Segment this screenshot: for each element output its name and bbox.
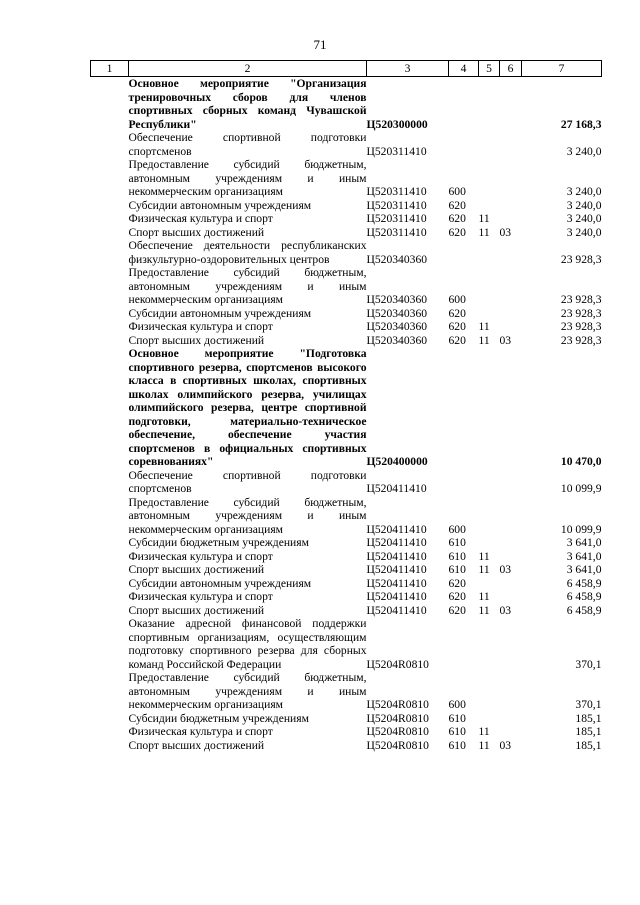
column-header: 3 bbox=[367, 61, 449, 77]
table-row bbox=[91, 131, 602, 158]
table-row bbox=[91, 199, 602, 213]
amount: 3 641,0 bbox=[566, 549, 602, 563]
subsection-code bbox=[500, 158, 522, 199]
row-name: Спорт высших достижений bbox=[128, 738, 265, 752]
table-row bbox=[91, 671, 602, 712]
target-article-code: Ц5204R0810 bbox=[366, 698, 429, 711]
row-name: Обеспечение деятельности республиканских физкультурно-оздоровительных центров bbox=[128, 239, 367, 266]
target-article-code: Ц520411410 bbox=[366, 576, 427, 590]
target-article-code: Ц520311410 bbox=[366, 144, 427, 158]
row-name: Предоставление субсидий бюджетным, автономным учреждениям и иным некоммерческим организациям bbox=[128, 266, 367, 306]
amount: 23 928,3 bbox=[560, 306, 602, 320]
table-row bbox=[91, 334, 602, 348]
target-article-code: Ц520300000 bbox=[366, 117, 428, 131]
section-code: 11 bbox=[478, 725, 490, 738]
expense-type-code: 620 bbox=[448, 320, 466, 333]
target-article-code: Ц520340360 bbox=[366, 252, 428, 266]
blank-cell bbox=[91, 131, 129, 158]
expense-type-code: 610 bbox=[448, 536, 466, 549]
blank-cell bbox=[91, 577, 129, 591]
blank-cell bbox=[91, 739, 129, 753]
amount: 185,1 bbox=[575, 738, 602, 752]
amount: 185,1 bbox=[575, 725, 602, 738]
table-row bbox=[91, 239, 602, 266]
blank-cell bbox=[91, 266, 129, 307]
row-name: Обеспечение спортивной подготовки спортсменов bbox=[128, 131, 367, 158]
amount: 3 240,0 bbox=[566, 144, 602, 158]
column-header: 6 bbox=[500, 61, 522, 77]
subsection-code bbox=[500, 469, 522, 496]
amount: 3 641,0 bbox=[566, 563, 602, 576]
section-code bbox=[479, 617, 500, 671]
subsection-code bbox=[500, 577, 522, 591]
row-name: Субсидии автономным учреждениям bbox=[128, 198, 312, 212]
subsection-code: 03 bbox=[499, 738, 512, 752]
expense-type-code: 600 bbox=[448, 698, 466, 711]
expense-type-code: 620 bbox=[448, 225, 466, 239]
amount: 185,1 bbox=[575, 711, 602, 725]
section-code bbox=[479, 712, 500, 726]
section-code bbox=[479, 671, 500, 712]
subsection-code: 03 bbox=[499, 603, 512, 617]
subsection-code bbox=[500, 212, 522, 226]
expense-type-code bbox=[449, 239, 479, 266]
table-row bbox=[91, 604, 602, 618]
subsection-code bbox=[500, 347, 522, 469]
subsection-code bbox=[500, 671, 522, 712]
blank-cell bbox=[91, 590, 129, 604]
expense-type-code: 600 bbox=[448, 185, 466, 198]
blank-cell bbox=[91, 212, 129, 226]
section-code bbox=[479, 199, 500, 213]
blank-cell bbox=[91, 320, 129, 334]
column-header: 5 bbox=[479, 61, 500, 77]
target-article-code: Ц520411410 bbox=[366, 482, 427, 495]
row-name: Субсидии бюджетным учреждениям bbox=[128, 711, 309, 725]
expense-type-code: 620 bbox=[448, 576, 466, 590]
target-article-code: Ц520411410 bbox=[366, 590, 427, 603]
subsection-code bbox=[500, 307, 522, 321]
table-row bbox=[91, 307, 602, 321]
blank-cell bbox=[91, 307, 129, 321]
blank-cell bbox=[91, 725, 129, 739]
blank-cell bbox=[91, 496, 129, 537]
row-name: Физическая культура и спорт bbox=[128, 725, 273, 738]
row-name: Обеспечение спортивной подготовки спортсменов bbox=[128, 468, 367, 495]
subsection-code bbox=[500, 77, 522, 132]
section-code bbox=[479, 131, 500, 158]
row-name: Предоставление субсидий бюджетным, автономным учреждениям и иным некоммерческим организациям bbox=[128, 158, 367, 198]
amount: 6 458,9 bbox=[566, 590, 602, 603]
table-row bbox=[91, 77, 602, 132]
row-name: Предоставление субсидий бюджетным, автономным учреждениям и иным некоммерческим организациям bbox=[128, 671, 367, 711]
amount: 23 928,3 bbox=[560, 333, 602, 347]
table-body bbox=[91, 77, 602, 753]
blank-cell bbox=[91, 77, 129, 132]
target-article-code: Ц520340360 bbox=[366, 293, 428, 306]
subsection-code bbox=[500, 590, 522, 604]
row-name: Спорт высших достижений bbox=[128, 563, 265, 576]
table-header-row bbox=[91, 61, 602, 77]
blank-cell bbox=[91, 712, 129, 726]
amount: 3 641,0 bbox=[566, 536, 602, 549]
expense-type-code: 620 bbox=[448, 198, 466, 212]
target-article-code: Ц520411410 bbox=[366, 563, 427, 576]
subsection-code bbox=[500, 199, 522, 213]
expense-type-code bbox=[449, 469, 479, 496]
amount: 27 168,3 bbox=[560, 117, 602, 131]
row-name: Физическая культура и спорт bbox=[128, 590, 273, 603]
amount: 3 240,0 bbox=[566, 225, 602, 239]
amount: 23 928,3 bbox=[560, 252, 602, 266]
column-header: 1 bbox=[91, 61, 129, 77]
section-code bbox=[479, 77, 500, 132]
section-code bbox=[479, 307, 500, 321]
row-name: Субсидии бюджетным учреждениям bbox=[128, 536, 309, 549]
subsection-code bbox=[500, 725, 522, 739]
expense-type-code bbox=[449, 617, 479, 671]
expense-type-code: 610 bbox=[448, 738, 466, 752]
row-name: Физическая культура и спорт bbox=[128, 549, 273, 563]
table-row bbox=[91, 212, 602, 226]
target-article-code: Ц5204R0810 bbox=[366, 738, 429, 752]
section-code bbox=[479, 496, 500, 537]
row-name: Субсидии автономным учреждениям bbox=[128, 306, 312, 320]
amount: 10 099,9 bbox=[560, 522, 602, 536]
expense-type-code: 610 bbox=[448, 725, 466, 738]
table-row bbox=[91, 469, 602, 496]
row-name: Физическая культура и спорт bbox=[128, 212, 273, 225]
column-header: 4 bbox=[449, 61, 479, 77]
section-code bbox=[479, 158, 500, 199]
target-article-code: Ц520311410 bbox=[366, 185, 427, 198]
expense-type-code: 620 bbox=[448, 333, 466, 347]
target-article-code: Ц520311410 bbox=[366, 198, 427, 212]
target-article-code: Ц520311410 bbox=[366, 225, 427, 239]
amount: 23 928,3 bbox=[560, 320, 602, 333]
expense-type-code bbox=[449, 347, 479, 469]
table-row bbox=[91, 536, 602, 550]
subsection-code bbox=[500, 550, 522, 564]
table-row bbox=[91, 266, 602, 307]
section-code: 11 bbox=[478, 590, 490, 603]
blank-cell bbox=[91, 604, 129, 618]
column-header: 2 bbox=[129, 61, 367, 77]
expense-type-code: 610 bbox=[448, 711, 466, 725]
table-row bbox=[91, 550, 602, 564]
table-row bbox=[91, 712, 602, 726]
section-code: 11 bbox=[478, 603, 490, 617]
row-name: Оказание адресной финансовой поддержки спортивным организациям, осуществляющим подготовку спортивного резерва для сборных команд Российской Федерации bbox=[128, 617, 367, 671]
amount: 370,1 bbox=[575, 698, 602, 711]
table-row bbox=[91, 725, 602, 739]
subsection-code bbox=[500, 320, 522, 334]
amount: 3 240,0 bbox=[566, 212, 602, 225]
table-row bbox=[91, 320, 602, 334]
amount: 10 470,0 bbox=[560, 455, 602, 468]
amount: 3 240,0 bbox=[566, 185, 602, 198]
subsection-code: 03 bbox=[499, 333, 512, 347]
expense-type-code: 620 bbox=[448, 212, 466, 225]
blank-cell bbox=[91, 347, 129, 469]
section-code: 11 bbox=[478, 212, 490, 225]
blank-cell bbox=[91, 334, 129, 348]
target-article-code: Ц5204R0810 bbox=[366, 711, 429, 725]
amount: 3 240,0 bbox=[566, 198, 602, 212]
section-code bbox=[479, 577, 500, 591]
expense-type-code: 620 bbox=[448, 603, 466, 617]
blank-cell bbox=[91, 239, 129, 266]
table-row bbox=[91, 617, 602, 671]
subsection-code bbox=[500, 266, 522, 307]
target-article-code: Ц5204R0810 bbox=[366, 657, 429, 671]
section-code bbox=[479, 239, 500, 266]
target-article-code: Ц520411410 bbox=[366, 536, 427, 549]
expense-type-code: 620 bbox=[448, 590, 466, 603]
page-number: 71 bbox=[313, 37, 327, 52]
budget-table bbox=[90, 60, 602, 752]
blank-cell bbox=[91, 199, 129, 213]
expense-type-code: 600 bbox=[448, 522, 466, 536]
column-header: 7 bbox=[522, 61, 602, 77]
subsection-code: 03 bbox=[499, 225, 512, 239]
target-article-code: Ц520411410 bbox=[366, 522, 427, 536]
section-code: 11 bbox=[478, 738, 490, 752]
target-article-code: Ц520340360 bbox=[366, 320, 428, 333]
target-article-code: Ц520411410 bbox=[366, 603, 427, 617]
target-article-code: Ц520411410 bbox=[366, 549, 427, 563]
section-code bbox=[479, 536, 500, 550]
blank-cell bbox=[91, 158, 129, 199]
row-name: Спорт высших достижений bbox=[128, 333, 265, 347]
section-code bbox=[479, 347, 500, 469]
amount: 23 928,3 bbox=[560, 293, 602, 306]
target-article-code: Ц5204R0810 bbox=[366, 725, 429, 738]
target-article-code: Ц520340360 bbox=[366, 333, 428, 347]
target-article-code: Ц520400000 bbox=[366, 455, 428, 468]
blank-cell bbox=[91, 617, 129, 671]
table-row bbox=[91, 577, 602, 591]
row-name: Субсидии автономным учреждениям bbox=[128, 576, 312, 590]
table-row bbox=[91, 739, 602, 753]
amount: 10 099,9 bbox=[560, 482, 602, 495]
blank-cell bbox=[91, 563, 129, 577]
subsection-code bbox=[500, 617, 522, 671]
section-code: 11 bbox=[478, 225, 490, 239]
section-code: 11 bbox=[478, 320, 490, 333]
subsection-code bbox=[500, 239, 522, 266]
table-row bbox=[91, 347, 602, 469]
expense-type-code: 600 bbox=[448, 293, 466, 306]
table-row bbox=[91, 496, 602, 537]
section-code bbox=[479, 469, 500, 496]
row-name: Предоставление субсидий бюджетным, автономным учреждениям и иным некоммерческим организациям bbox=[128, 495, 367, 536]
expense-type-code: 620 bbox=[448, 306, 466, 320]
blank-cell bbox=[91, 536, 129, 550]
row-name: Спорт высших достижений bbox=[128, 603, 265, 617]
section-code: 11 bbox=[478, 563, 490, 576]
expense-type-code: 610 bbox=[448, 549, 466, 563]
section-code: 11 bbox=[478, 549, 490, 563]
section-code bbox=[479, 266, 500, 307]
subsection-code bbox=[500, 496, 522, 537]
amount: 6 458,9 bbox=[566, 603, 602, 617]
row-name: Основное мероприятие "Подготовка спортивного резерва, спортсменов высокого класса в спортивных школах, спортивных школах олимпийского резерва, училищах олимпийского резерва, центре спортивной подготовки, материально-техническое обеспечение, обеспечение участия спортсменов в официальных спортивных соревнованиях" bbox=[128, 347, 367, 468]
subsection-code bbox=[500, 712, 522, 726]
blank-cell bbox=[91, 671, 129, 712]
row-name: Спорт высших достижений bbox=[128, 225, 265, 239]
table-row bbox=[91, 563, 602, 577]
subsection-code bbox=[500, 536, 522, 550]
table-row bbox=[91, 226, 602, 240]
subsection-code: 03 bbox=[499, 563, 512, 576]
blank-cell bbox=[91, 469, 129, 496]
blank-cell bbox=[91, 550, 129, 564]
expense-type-code bbox=[449, 77, 479, 132]
expense-type-code bbox=[449, 131, 479, 158]
row-name: Физическая культура и спорт bbox=[128, 320, 273, 333]
row-name: Основное мероприятие "Организация тренировочных сборов для членов спортивных сборных команд Чувашской Республики" bbox=[128, 77, 367, 131]
blank-cell bbox=[91, 226, 129, 240]
target-article-code: Ц520311410 bbox=[366, 212, 427, 225]
table-row bbox=[91, 158, 602, 199]
expense-type-code: 610 bbox=[448, 563, 466, 576]
amount: 370,1 bbox=[575, 657, 602, 671]
subsection-code bbox=[500, 131, 522, 158]
section-code: 11 bbox=[478, 333, 490, 347]
amount: 6 458,9 bbox=[566, 576, 602, 590]
target-article-code: Ц520340360 bbox=[366, 306, 428, 320]
table-row bbox=[91, 590, 602, 604]
